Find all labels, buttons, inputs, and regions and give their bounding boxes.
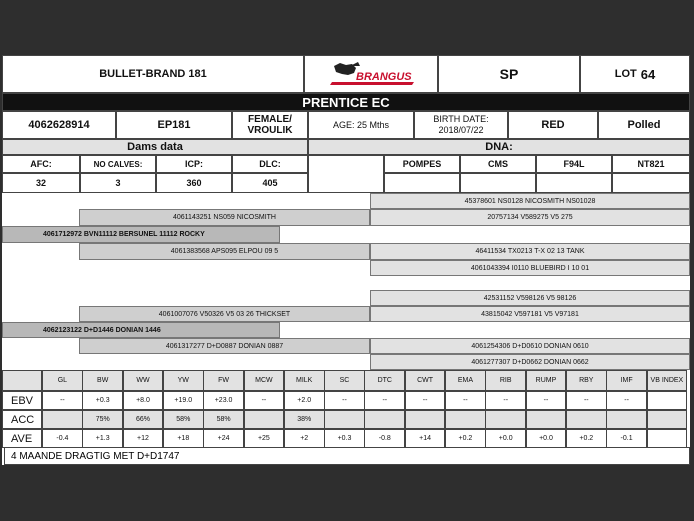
ebv-cell: -0.4 — [42, 429, 83, 448]
ebv-row-label: ACC — [2, 410, 42, 429]
ebv-col-header: BW — [82, 370, 123, 391]
ebv-cell: +2 — [284, 429, 325, 448]
ebv-col-header: EMA — [445, 370, 486, 391]
dams-header-afc: AFC: — [2, 155, 80, 173]
ebv-cell — [647, 410, 688, 429]
animal-name: BULLET-BRAND 181 — [2, 55, 304, 93]
sex-line1: FEMALE/ — [248, 114, 292, 125]
ebv-col-header: FW — [203, 370, 244, 391]
ebv-cell: 75% — [82, 410, 123, 429]
ebv-cell: 66% — [123, 410, 164, 429]
pedigree-ddd: 4061277307 D+D0662 DONIAN 0662 — [370, 354, 690, 370]
ebv-cell: +8.0 — [123, 391, 164, 410]
ebv-row-label: AVE — [2, 429, 42, 448]
dams-header-icp: ICP: — [156, 155, 232, 173]
ebv-col-header: DTC — [364, 370, 405, 391]
dams-value-icp: 360 — [156, 173, 232, 193]
dna-header-pompes: POMPES — [384, 155, 460, 173]
ebv-cell: +23.0 — [203, 391, 244, 410]
dams-header-dlc: DLC: — [232, 155, 308, 173]
ebv-cell: +1.3 — [82, 429, 123, 448]
ebv-cell: -- — [485, 391, 526, 410]
ebv-col-header: IMF — [606, 370, 647, 391]
ebv-col-header: YW — [163, 370, 204, 391]
dams-value-afc: 32 — [2, 173, 80, 193]
dna-header-cms: CMS — [460, 155, 536, 173]
ebv-col-header: RIB — [485, 370, 526, 391]
sex-cell — [232, 111, 308, 139]
pedigree-dd: 4061317277 D+D0887 DONIAN 0887 — [79, 338, 370, 354]
pedigree-ss: 4061143251 NS059 NICOSMITH — [79, 209, 370, 226]
pedigree-ssd: 20757134 V589275 V5 275 — [370, 209, 690, 226]
horn-cell: Polled — [598, 111, 690, 139]
ebv-cell — [324, 410, 365, 429]
lot-card — [2, 55, 690, 465]
ebv-cell: -- — [324, 391, 365, 410]
ebv-cell — [647, 391, 688, 410]
ebv-cell: -- — [445, 391, 486, 410]
ebv-cell: +0.0 — [485, 429, 526, 448]
birth-date-cell — [414, 111, 508, 139]
ebv-col-header: RUMP — [526, 370, 567, 391]
breeder-name: PRENTICE EC — [2, 93, 690, 111]
ebv-cell: +14 — [405, 429, 446, 448]
pedigree-ds: 4061007076 V50326 V5 03 26 THICKSET — [79, 306, 370, 322]
dams-value-dlc: 405 — [232, 173, 308, 193]
ebv-cell: +0.3 — [324, 429, 365, 448]
ebv-cell: +0.3 — [82, 391, 123, 410]
ebv-cell — [244, 410, 285, 429]
brangus-logo-icon — [326, 60, 416, 88]
ebv-cell: -- — [526, 391, 567, 410]
lot-number: 64 — [640, 66, 656, 82]
ebv-col-header: RBY — [566, 370, 607, 391]
age-cell: AGE: 25 Mths — [308, 111, 414, 139]
dna-value-f94l — [536, 173, 612, 193]
ebv-cell: -- — [364, 391, 405, 410]
birth-date-value: 2018/07/22 — [438, 125, 484, 135]
pedigree-dds: 4061254306 D+D0610 DONIAN 0610 — [370, 338, 690, 354]
dna-header-nt821: NT821 — [612, 155, 690, 173]
ebv-cell: -0.8 — [364, 429, 405, 448]
dams-value-calves: 3 — [80, 173, 156, 193]
pedigree-dam: 4062123122 D+D1446 DONIAN 1446 — [2, 322, 280, 338]
ebv-cell: +12 — [123, 429, 164, 448]
pedigree-dss: 42531152 V598126 V5 98126 — [370, 290, 690, 306]
ebv-row-label: EBV — [2, 391, 42, 410]
ebv-col-header: MILK — [284, 370, 325, 391]
ebv-corner — [2, 370, 42, 391]
pedigree-sss: 45378601 NS0128 NICOSMITH NS01028 — [370, 193, 690, 209]
brand-logo-text: BRANGUS — [356, 71, 412, 83]
ebv-cell: +24 — [203, 429, 244, 448]
ebv-col-header: CWT — [405, 370, 446, 391]
ebv-cell: -0.1 — [606, 429, 647, 448]
brand-logo-cell — [304, 55, 438, 93]
lot-label: LOT — [614, 68, 637, 80]
ebv-col-header: VB INDEX — [647, 370, 688, 391]
ebv-cell — [647, 429, 688, 448]
dna-header-f94l: F94L — [536, 155, 612, 173]
pedigree-sds: 46411534 TX0213 T-X 02 13 TANK — [370, 243, 690, 260]
ebv-cell — [42, 410, 83, 429]
ebv-cell — [606, 410, 647, 429]
pedigree-sdd: 4061043394 I0110 BLUEBIRD I 10 01 — [370, 260, 690, 276]
ebv-cell — [526, 410, 567, 429]
animal-id: 4062628914 — [2, 111, 116, 139]
pedigree-dsd: 43815042 V597181 V5 V97181 — [370, 306, 690, 322]
ebv-cell: 58% — [163, 410, 204, 429]
ebv-col-header: GL — [42, 370, 83, 391]
ebv-cell: 58% — [203, 410, 244, 429]
ebv-cell — [405, 410, 446, 429]
ebv-cell: +0.2 — [445, 429, 486, 448]
ebv-col-header: SC — [324, 370, 365, 391]
ebv-cell: -- — [42, 391, 83, 410]
ebv-cell: -- — [606, 391, 647, 410]
ebv-cell: +0.2 — [566, 429, 607, 448]
dams-header-calves: NO CALVES: — [80, 155, 156, 173]
pedigree-sd: 4061383568 APS095 ELPOU 09 5 — [79, 243, 370, 260]
ebv-cell: -- — [566, 391, 607, 410]
ebv-cell — [566, 410, 607, 429]
animal-code: EP181 — [116, 111, 232, 139]
ebv-cell — [485, 410, 526, 429]
dna-value-pompes — [384, 173, 460, 193]
ebv-cell: +0.0 — [526, 429, 567, 448]
ebv-cell: -- — [405, 391, 446, 410]
dna-title: DNA: — [308, 139, 690, 155]
dna-spacer — [308, 155, 384, 193]
ebv-cell: +2.0 — [284, 391, 325, 410]
dna-value-cms — [460, 173, 536, 193]
sex-line2: VROULIK — [247, 125, 293, 136]
ebv-cell: -- — [244, 391, 285, 410]
ebv-col-header: WW — [123, 370, 164, 391]
grade-cell: SP — [438, 55, 580, 93]
lot-cell — [580, 55, 690, 93]
pedigree-sire: 4061712972 BVN11112 BERSUNEL 11112 ROCKY — [2, 226, 280, 243]
ebv-cell — [445, 410, 486, 429]
ebv-cell: 38% — [284, 410, 325, 429]
footer-note: 4 MAANDE DRAGTIG MET D+D1747 — [4, 447, 690, 465]
dna-value-nt821 — [612, 173, 690, 193]
ebv-cell: +18 — [163, 429, 204, 448]
ebv-cell: +25 — [244, 429, 285, 448]
color-cell: RED — [508, 111, 598, 139]
birth-date-label: BIRTH DATE: — [433, 114, 489, 124]
ebv-col-header: MCW — [244, 370, 285, 391]
dams-title: Dams data — [2, 139, 308, 155]
ebv-cell — [364, 410, 405, 429]
ebv-cell: +19.0 — [163, 391, 204, 410]
